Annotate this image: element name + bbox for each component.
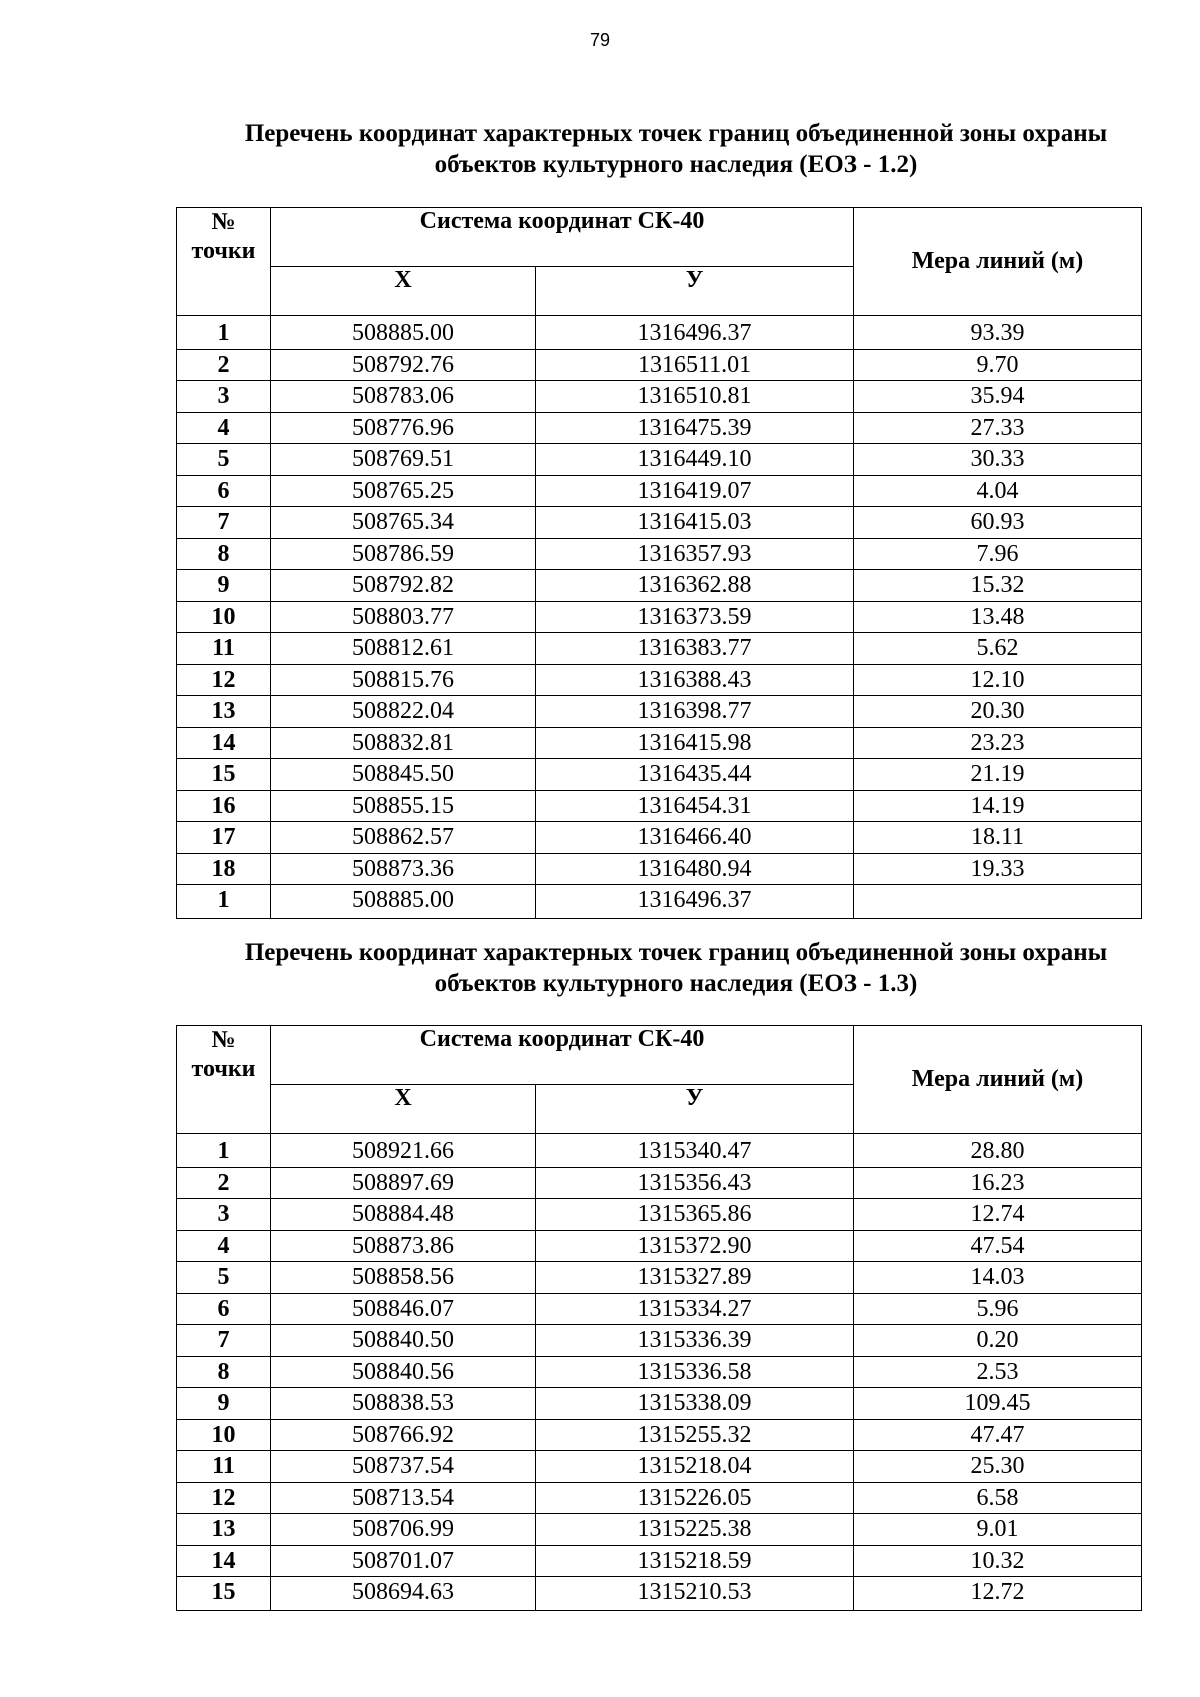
table-row — [177, 1230, 1142, 1262]
table-row — [177, 853, 1142, 885]
line-measure-cell: 60.93 — [854, 507, 1142, 539]
point-number-cell: 1 — [177, 1134, 271, 1168]
y-coordinate-cell: 1316480.94 — [536, 853, 854, 885]
line-measure-cell: 25.30 — [854, 1451, 1142, 1483]
point-number-cell: 2 — [177, 1167, 271, 1199]
x-coordinate-cell: 508838.53 — [271, 1388, 536, 1420]
y-coordinate-cell: 1316496.37 — [536, 885, 854, 919]
coordinate-system-header: Система координат СК-40 — [271, 1026, 854, 1085]
y-coordinate-cell: 1316454.31 — [536, 790, 854, 822]
line-measure-cell: 7.96 — [854, 538, 1142, 570]
line-measure-cell: 109.45 — [854, 1388, 1142, 1420]
point-number-cell: 9 — [177, 570, 271, 602]
table-row — [177, 1356, 1142, 1388]
table-row — [177, 885, 1142, 919]
title-line: объектов культурного наследия (ЕОЗ - 1.2) — [434, 151, 918, 178]
y-coordinate-cell: 1316449.10 — [536, 444, 854, 476]
line-measure-header: Мера линий (м) — [854, 208, 1142, 316]
line-measure-cell: 30.33 — [854, 444, 1142, 476]
x-coordinate-cell: 508737.54 — [271, 1451, 536, 1483]
x-coordinate-cell: 508845.50 — [271, 759, 536, 791]
table-row — [177, 1577, 1142, 1611]
line-measure-cell: 15.32 — [854, 570, 1142, 602]
point-word: точки — [191, 1056, 256, 1082]
line-measure-cell: 47.54 — [854, 1230, 1142, 1262]
line-measure-cell: 9.70 — [854, 349, 1142, 381]
point-number-cell: 14 — [177, 727, 271, 759]
point-number-cell: 15 — [177, 759, 271, 791]
line-measure-cell: 10.32 — [854, 1545, 1142, 1577]
x-coordinate-cell: 508769.51 — [271, 444, 536, 476]
y-axis-header: У — [536, 267, 854, 316]
table-row — [177, 696, 1142, 728]
point-number-cell: 5 — [177, 1262, 271, 1294]
y-coordinate-cell: 1316398.77 — [536, 696, 854, 728]
table-row — [177, 1293, 1142, 1325]
x-coordinate-cell: 508786.59 — [271, 538, 536, 570]
point-number-cell: 14 — [177, 1545, 271, 1577]
table-row — [177, 727, 1142, 759]
point-number-cell: 4 — [177, 1230, 271, 1262]
table-row — [177, 316, 1142, 350]
x-coordinate-cell: 508706.99 — [271, 1514, 536, 1546]
y-coordinate-cell: 1316419.07 — [536, 475, 854, 507]
y-coordinate-cell: 1316510.81 — [536, 381, 854, 413]
point-number-cell: 11 — [177, 633, 271, 665]
point-number-cell: 17 — [177, 822, 271, 854]
y-coordinate-cell: 1315372.90 — [536, 1230, 854, 1262]
coordinates-table-eoz-1-2 — [176, 207, 1142, 919]
section-title-eoz-1-2 — [176, 118, 1176, 180]
x-coordinate-cell: 508765.25 — [271, 475, 536, 507]
point-number-cell: 7 — [177, 1325, 271, 1357]
line-measure-cell: 13.48 — [854, 601, 1142, 633]
title-line: Перечень координат характерных точек границ объединенной зоны охраны — [244, 939, 1108, 966]
title-line: объектов культурного наследия (ЕОЗ - 1.3) — [434, 970, 918, 997]
x-coordinate-cell: 508840.56 — [271, 1356, 536, 1388]
table-row — [177, 507, 1142, 539]
x-coordinate-cell: 508803.77 — [271, 601, 536, 633]
line-measure-cell: 16.23 — [854, 1167, 1142, 1199]
table-row — [177, 1545, 1142, 1577]
x-coordinate-cell: 508840.50 — [271, 1325, 536, 1357]
point-number-cell: 10 — [177, 1419, 271, 1451]
table-row — [177, 759, 1142, 791]
line-measure-cell: 9.01 — [854, 1514, 1142, 1546]
line-measure-cell: 12.72 — [854, 1577, 1142, 1611]
point-word: точки — [191, 238, 256, 264]
x-coordinate-cell: 508921.66 — [271, 1134, 536, 1168]
table-row — [177, 633, 1142, 665]
point-number-cell: 1 — [177, 316, 271, 350]
x-coordinate-cell: 508885.00 — [271, 885, 536, 919]
line-measure-cell: 14.03 — [854, 1262, 1142, 1294]
table-row — [177, 444, 1142, 476]
y-coordinate-cell: 1316466.40 — [536, 822, 854, 854]
y-coordinate-cell: 1316357.93 — [536, 538, 854, 570]
point-number-cell: 18 — [177, 853, 271, 885]
y-coordinate-cell: 1315334.27 — [536, 1293, 854, 1325]
y-coordinate-cell: 1315218.04 — [536, 1451, 854, 1483]
y-coordinate-cell: 1316475.39 — [536, 412, 854, 444]
x-coordinate-cell: 508713.54 — [271, 1482, 536, 1514]
x-coordinate-cell: 508873.86 — [271, 1230, 536, 1262]
line-measure-header: Мера линий (м) — [854, 1026, 1142, 1134]
line-measure-cell: 21.19 — [854, 759, 1142, 791]
point-number-cell: 3 — [177, 381, 271, 413]
point-number-cell: 6 — [177, 1293, 271, 1325]
x-coordinate-cell: 508792.82 — [271, 570, 536, 602]
y-coordinate-cell: 1316388.43 — [536, 664, 854, 696]
table-row — [177, 1199, 1142, 1231]
line-measure-cell: 93.39 — [854, 316, 1142, 350]
line-measure-cell: 47.47 — [854, 1419, 1142, 1451]
table-row — [177, 1325, 1142, 1357]
line-measure-cell: 28.80 — [854, 1134, 1142, 1168]
point-number-cell: 6 — [177, 475, 271, 507]
x-coordinate-cell: 508884.48 — [271, 1199, 536, 1231]
line-measure-cell: 12.10 — [854, 664, 1142, 696]
number-sign: № — [211, 1027, 236, 1053]
coordinate-system-header: Система координат СК-40 — [271, 208, 854, 267]
line-measure-cell: 5.96 — [854, 1293, 1142, 1325]
x-coordinate-cell: 508846.07 — [271, 1293, 536, 1325]
page-number: 79 — [589, 30, 611, 50]
table-row — [177, 412, 1142, 444]
x-coordinate-cell: 508897.69 — [271, 1167, 536, 1199]
y-coordinate-cell: 1316415.03 — [536, 507, 854, 539]
x-coordinate-cell: 508776.96 — [271, 412, 536, 444]
line-measure-cell: 6.58 — [854, 1482, 1142, 1514]
y-coordinate-cell: 1316496.37 — [536, 316, 854, 350]
x-coordinate-cell: 508765.34 — [271, 507, 536, 539]
point-number-cell: 16 — [177, 790, 271, 822]
coordinates-table-eoz-1-3 — [176, 1025, 1142, 1611]
y-coordinate-cell: 1316435.44 — [536, 759, 854, 791]
y-coordinate-cell: 1315365.86 — [536, 1199, 854, 1231]
point-number-cell: 11 — [177, 1451, 271, 1483]
title-line: Перечень координат характерных точек границ объединенной зоны охраны — [244, 120, 1108, 147]
section-title-eoz-1-3 — [176, 937, 1176, 999]
line-measure-cell: 2.53 — [854, 1356, 1142, 1388]
line-measure-cell: 12.74 — [854, 1199, 1142, 1231]
point-number-cell: 15 — [177, 1577, 271, 1611]
table-row — [177, 1262, 1142, 1294]
table-row — [177, 601, 1142, 633]
table-row — [177, 664, 1142, 696]
x-coordinate-cell: 508815.76 — [271, 664, 536, 696]
y-coordinate-cell: 1315255.32 — [536, 1419, 854, 1451]
x-coordinate-cell: 508862.57 — [271, 822, 536, 854]
table-row — [177, 381, 1142, 413]
x-coordinate-cell: 508822.04 — [271, 696, 536, 728]
y-axis-header: У — [536, 1085, 854, 1134]
line-measure-cell: 18.11 — [854, 822, 1142, 854]
y-coordinate-cell: 1316511.01 — [536, 349, 854, 381]
table-row — [177, 538, 1142, 570]
point-number-cell: 4 — [177, 412, 271, 444]
x-coordinate-cell: 508783.06 — [271, 381, 536, 413]
point-number-cell: 3 — [177, 1199, 271, 1231]
x-axis-header: Х — [271, 1085, 536, 1134]
x-coordinate-cell: 508873.36 — [271, 853, 536, 885]
y-coordinate-cell: 1315336.58 — [536, 1356, 854, 1388]
point-number-cell: 7 — [177, 507, 271, 539]
y-coordinate-cell: 1316373.59 — [536, 601, 854, 633]
point-number-header — [177, 1026, 271, 1134]
table-row — [177, 1134, 1142, 1168]
number-sign: № — [211, 209, 236, 235]
point-number-cell: 12 — [177, 664, 271, 696]
x-coordinate-cell: 508792.76 — [271, 349, 536, 381]
table-row — [177, 1482, 1142, 1514]
line-measure-cell: 35.94 — [854, 381, 1142, 413]
line-measure-cell: 19.33 — [854, 853, 1142, 885]
line-measure-cell: 5.62 — [854, 633, 1142, 665]
point-number-cell: 9 — [177, 1388, 271, 1420]
line-measure-cell: 0.20 — [854, 1325, 1142, 1357]
point-number-cell: 12 — [177, 1482, 271, 1514]
y-coordinate-cell: 1315336.39 — [536, 1325, 854, 1357]
x-coordinate-cell: 508766.92 — [271, 1419, 536, 1451]
table-row — [177, 1451, 1142, 1483]
line-measure-cell: 27.33 — [854, 412, 1142, 444]
table-row — [177, 475, 1142, 507]
table-row — [177, 570, 1142, 602]
table-row — [177, 349, 1142, 381]
table-row — [177, 1388, 1142, 1420]
x-coordinate-cell: 508885.00 — [271, 316, 536, 350]
line-measure-cell: 14.19 — [854, 790, 1142, 822]
table-row — [177, 1514, 1142, 1546]
y-coordinate-cell: 1316415.98 — [536, 727, 854, 759]
point-number-cell: 5 — [177, 444, 271, 476]
y-coordinate-cell: 1315356.43 — [536, 1167, 854, 1199]
point-number-cell: 8 — [177, 1356, 271, 1388]
y-coordinate-cell: 1315327.89 — [536, 1262, 854, 1294]
point-number-cell: 13 — [177, 696, 271, 728]
table-row — [177, 790, 1142, 822]
y-coordinate-cell: 1315210.53 — [536, 1577, 854, 1611]
y-coordinate-cell: 1315225.38 — [536, 1514, 854, 1546]
x-coordinate-cell: 508694.63 — [271, 1577, 536, 1611]
point-number-cell: 2 — [177, 349, 271, 381]
table-row — [177, 1419, 1142, 1451]
point-number-cell: 1 — [177, 885, 271, 919]
x-axis-header: Х — [271, 267, 536, 316]
x-coordinate-cell: 508858.56 — [271, 1262, 536, 1294]
y-coordinate-cell: 1316383.77 — [536, 633, 854, 665]
point-number-header — [177, 208, 271, 316]
x-coordinate-cell: 508832.81 — [271, 727, 536, 759]
line-measure-cell — [854, 885, 1142, 919]
y-coordinate-cell: 1315218.59 — [536, 1545, 854, 1577]
y-coordinate-cell: 1315338.09 — [536, 1388, 854, 1420]
point-number-cell: 8 — [177, 538, 271, 570]
y-coordinate-cell: 1316362.88 — [536, 570, 854, 602]
table-row — [177, 1167, 1142, 1199]
point-number-cell: 13 — [177, 1514, 271, 1546]
x-coordinate-cell: 508812.61 — [271, 633, 536, 665]
table-row — [177, 822, 1142, 854]
point-number-cell: 10 — [177, 601, 271, 633]
y-coordinate-cell: 1315226.05 — [536, 1482, 854, 1514]
line-measure-cell: 20.30 — [854, 696, 1142, 728]
y-coordinate-cell: 1315340.47 — [536, 1134, 854, 1168]
line-measure-cell: 4.04 — [854, 475, 1142, 507]
x-coordinate-cell: 508701.07 — [271, 1545, 536, 1577]
x-coordinate-cell: 508855.15 — [271, 790, 536, 822]
line-measure-cell: 23.23 — [854, 727, 1142, 759]
